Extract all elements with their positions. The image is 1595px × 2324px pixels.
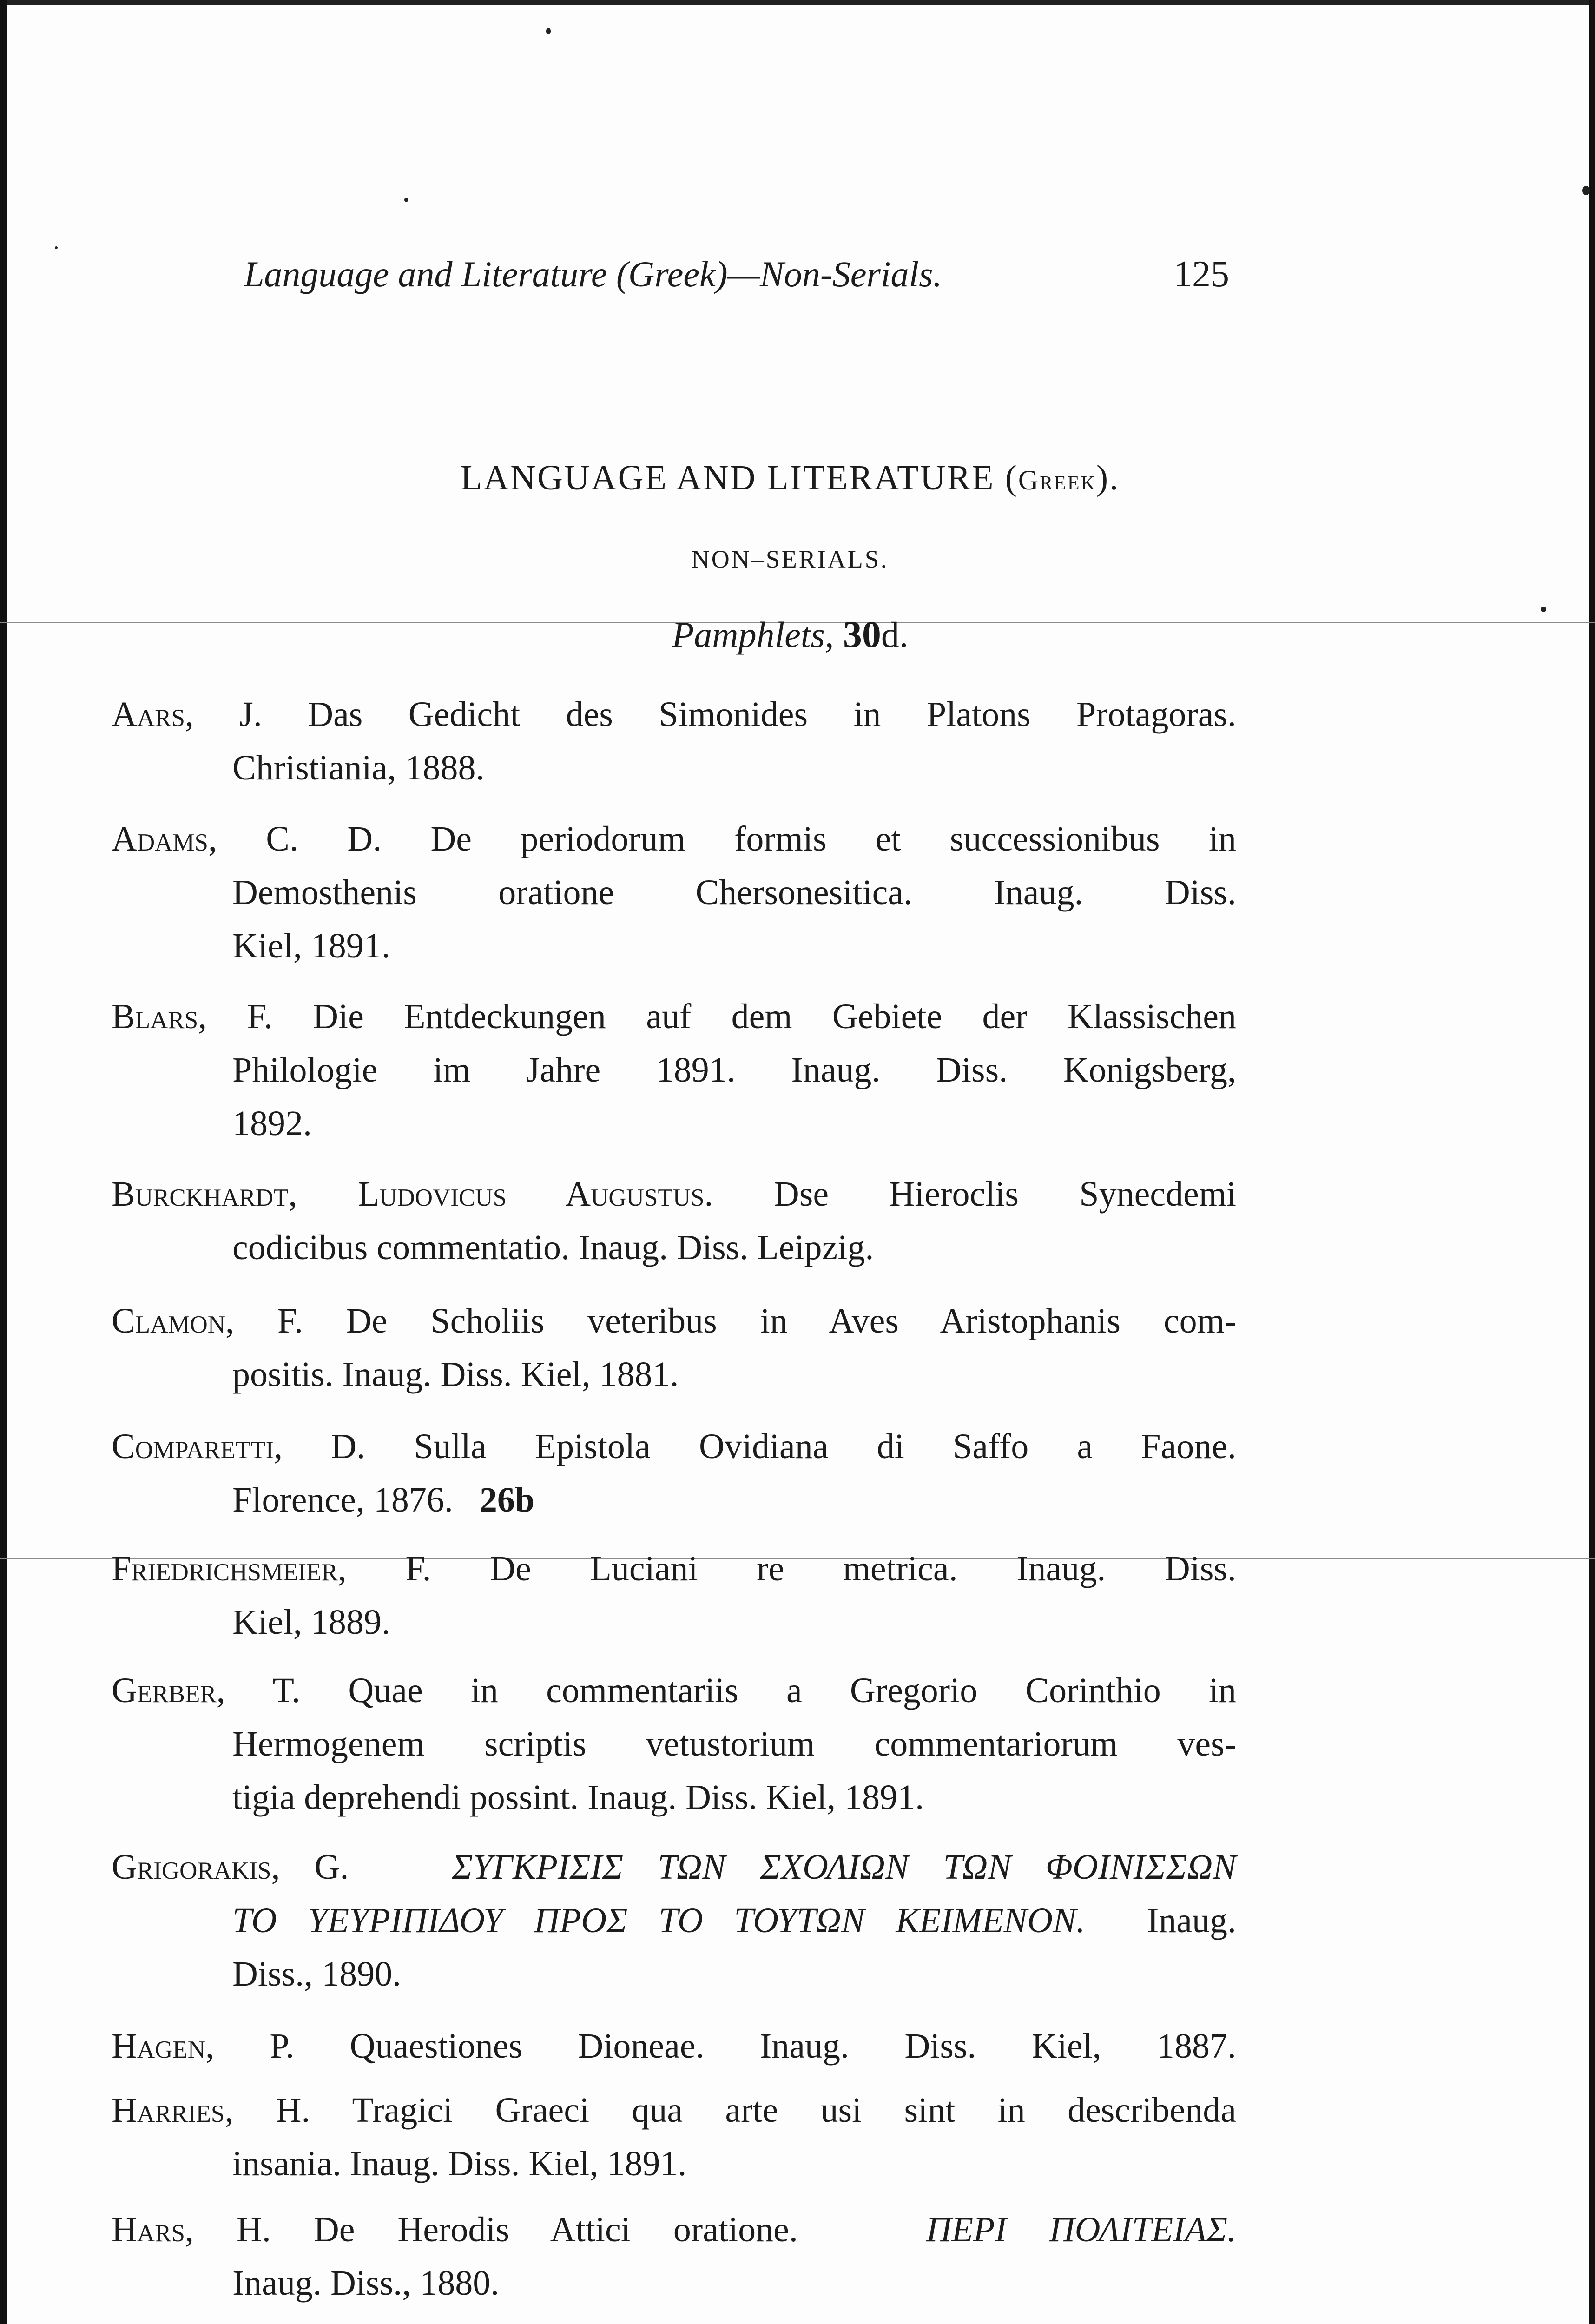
speck [1541, 607, 1546, 612]
pamphlets-heading: Pamphlets, 30d. [672, 613, 909, 655]
running-head [244, 253, 1234, 295]
section-title: LANGUAGE AND LITERATURE (Greek). [460, 458, 1120, 497]
catalog-entry: Friedrichsmeier, F. De Luciani re metrica. Inaug. Diss. Kiel, 1889. [112, 1549, 1236, 1642]
catalog-entry: Aars, J. Das Gedicht des Simonides in Platons Protagoras. Christiania, 1888. [112, 695, 1236, 787]
catalog-entry: Harries, H. Tragici Graeci qua arte usi sint in describenda insania. Inaug. Diss. Kiel, 1891. [112, 2091, 1236, 2183]
catalog-entry: Hagen, P. Quaestiones Dioneae. Inaug. Diss. Kiel, 1887. [112, 2027, 1236, 2066]
running-head-title: Language and Literature (Greek)—Non-Serials. [244, 254, 942, 294]
catalog-entry: Grigorakis, G. ΣΥΓΚΡΙΣΙΣ ΤΩΝ ΣΧΟΛΙΩΝ ΤΩΝ ΦΟΙΝΙΣΣΩΝ ΤΟ ΥΕΥΡΙΠΙΔΟΥ ΠΡΟΣ ΤΟ ΤΟΥΤΩΝ ΚΕΙΜΕΝΟΝ. Inaug. Diss., 1890. [112, 1848, 1237, 1994]
catalog-entry: Blars, F. Die Entdeckungen auf dem Gebiete der Klassischen Philologie im Jahre 1891. Inaug. Diss. Konigsberg, 1892. [112, 997, 1236, 1143]
speck [55, 246, 58, 249]
catalog-entry: Hars, H. De Herodis Attici oratione. ΠΕΡΙ ΠΟΛΙΤΕΙΑΣ. Inaug. Diss., 1880. [112, 2210, 1236, 2303]
press-mark: 26b [479, 1480, 535, 1519]
scan-edge-right [1589, 0, 1595, 2324]
catalog-entry: Adams, C. D. De periodorum formis et successionibus in Demosthenis oratione Chersonesitica. Inaug. Diss. Kiel, 1891. [112, 819, 1236, 965]
subsection-title: NON–SERIALS. [691, 545, 889, 573]
speck [1582, 186, 1590, 195]
catalog-entry: Comparetti, D. Sulla Epistola Ovidiana di Saffo a Faone. Florence, 1876. 26b [112, 1427, 1236, 1519]
speck [404, 198, 408, 202]
page-number: 125 [1173, 254, 1229, 295]
scan-edge-top [0, 0, 1595, 5]
speck [546, 28, 551, 34]
catalog-entry: Gerber, T. Quae in commentariis a Gregorio Corinthio in Hermogenem scriptis vetustorium commentariorum ves- tigia deprehendi possint. Inaug. Diss. Kiel, 1891. [112, 1671, 1236, 1817]
catalog-entry: Clamon, F. De Scholiis veteribus in Aves Aristophanis com- positis. Inaug. Diss. Kiel, 1881. [112, 1301, 1236, 1394]
catalog-entry: Burckhardt, Ludovicus Augustus. Dse Hieroclis Synecdemi codicibus commentatio. Inaug. Diss. Leipzig. [112, 1175, 1236, 1267]
scan-edge-left [0, 0, 7, 2324]
